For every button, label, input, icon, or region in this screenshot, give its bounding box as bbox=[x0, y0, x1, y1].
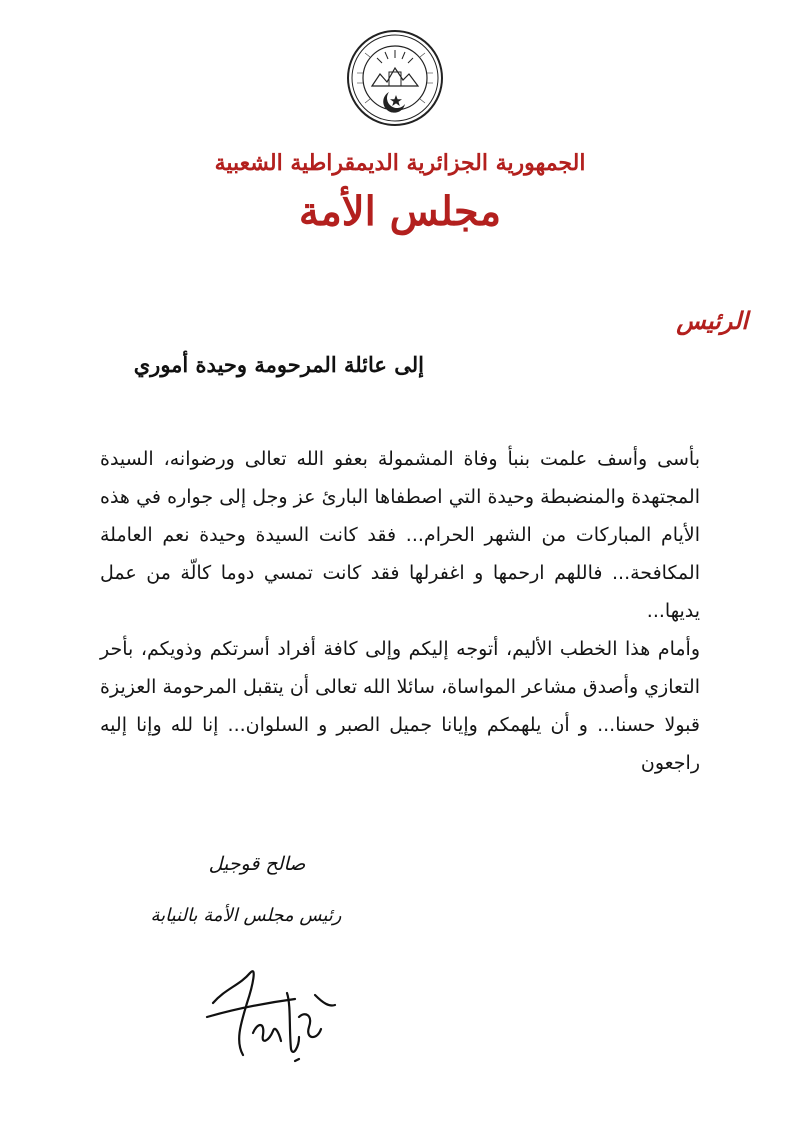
letter-body bbox=[100, 440, 700, 782]
body-paragraph-2: وأمام هذا الخطب الأليم، أتوجه إليكم وإلى كافة أفراد أسرتكم وذويكم، بأحر التعازي وأصدق مشاعر المواساة، سائلا الله تعالى أن يتقبل المرحومة العزيزة قبولا حسنا... و أن يلهمكم وإيانا جميل الصبر و السلوان... إنا لله وإنا إليه راجعون bbox=[100, 638, 700, 774]
council-name-heading: مجلس الأمة bbox=[298, 188, 502, 235]
signer-title: رئيس مجلس الأمة بالنيابة bbox=[150, 905, 342, 926]
algeria-emblem-seal-icon bbox=[345, 28, 445, 128]
president-label: الرئيس bbox=[676, 306, 748, 335]
signer-name: صالح قوجيل bbox=[208, 853, 306, 875]
handwritten-signature bbox=[195, 945, 345, 1075]
republic-name-heading: الجمهورية الجزائرية الديمقراطية الشعبية bbox=[214, 150, 586, 176]
body-paragraph-1: بأسى وأسف علمت بنبأ وفاة المشمولة بعفو الله تعالى ورضوانه، السيدة المجتهدة والمنضبطة وحيدة التي اصطفاها البارئ عز وجل إلى جواره في هذه الأيام المباركات من الشهر الحرام... فقد كانت السيدة وحيدة نعم العاملة المكافحة... فاللهم ارحمها و اغفرلها فقد كانت تمسي دوما كالّة من عمل يديها... bbox=[100, 448, 700, 622]
recipient-line: إلى عائلة المرحومة وحيدة أموري bbox=[133, 352, 424, 377]
